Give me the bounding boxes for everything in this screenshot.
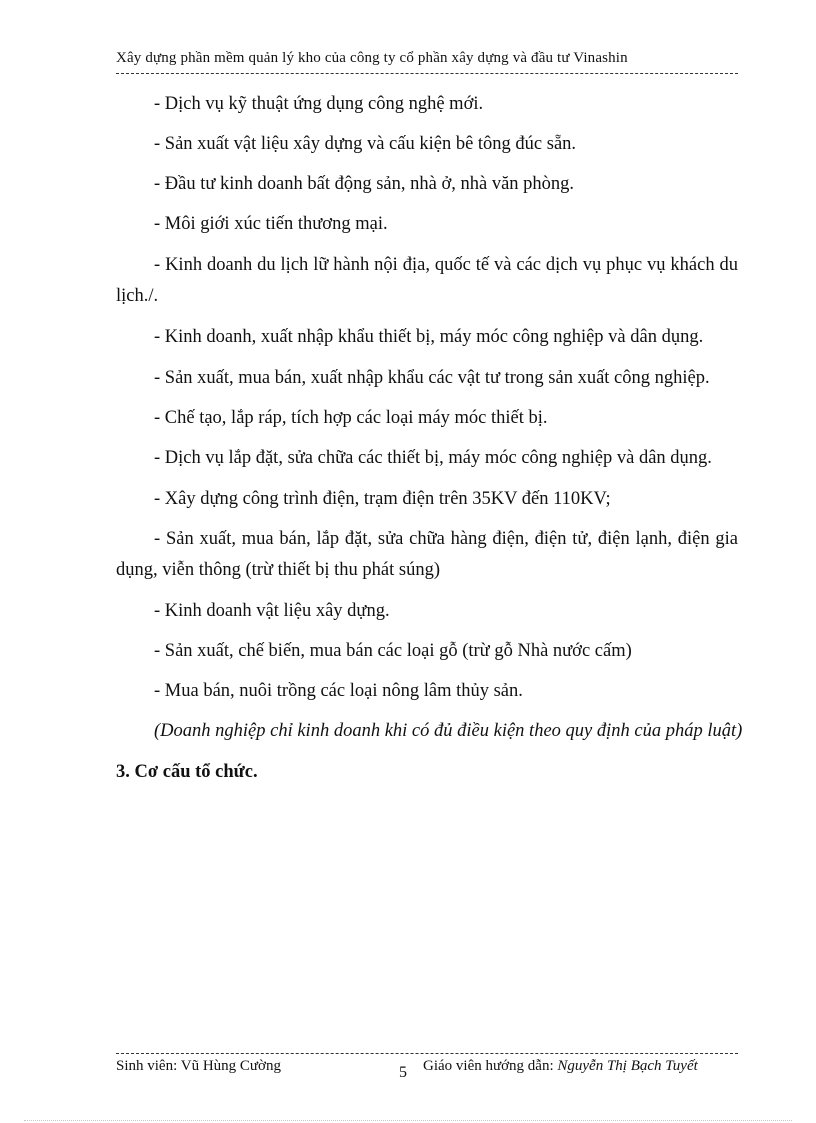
business-line-item: - Kinh doanh vật liệu xây dựng. [154,601,390,621]
header-divider [116,73,738,74]
legal-note: (Doanh nghiệp chỉ kinh doanh khi có đủ điều kiện theo quy định của pháp luật) [154,721,743,741]
advisor [423,1058,698,1075]
business-line-item: - Dịch vụ lắp đặt, sửa chữa các thiết bị, máy móc công nghiệp và dân dụng. [154,448,712,468]
business-line-item: - Đầu tư kinh doanh bất động sản, nhà ở, nhà văn phòng. [154,174,575,194]
page-bottom-edge [24,1120,792,1121]
business-line-item: - Sản xuất vật liệu xây dựng và cấu kiện bê tông đúc sẵn. [154,134,577,154]
business-line-item: - Sản xuất, mua bán, xuất nhập khẩu các vật tư trong sản xuất công nghiệp. [154,368,710,388]
business-line-item: - Kinh doanh, xuất nhập khẩu thiết bị, máy móc công nghiệp và dân dụng. [154,327,704,347]
footer-divider [116,1053,738,1054]
business-line-item: - Sản xuất, chế biến, mua bán các loại gỗ (trừ gỗ Nhà nước cấm) [154,641,632,661]
advisor-name: Nguyễn Thị Bạch Tuyết [557,1058,698,1074]
business-line-item: - Chế tạo, lắp ráp, tích hợp các loại máy móc thiết bị. [154,408,548,428]
business-line-item: - Sản xuất, mua bán, lắp đặt, sửa chữa hàng điện, điện tử, điện lạnh, điện gia dụng, viễn thông (trừ thiết bị thu phát súng) [116,529,738,580]
business-line-item: - Dịch vụ kỹ thuật ứng dụng công nghệ mới. [154,94,484,114]
advisor-label: Giáo viên hướng dẫn: [423,1058,554,1074]
running-header: Xây dựng phần mềm quản lý kho của công ty cổ phần xây dựng và đầu tư Vinashin [116,50,628,66]
business-line-item: - Kinh doanh du lịch lữ hành nội địa, quốc tế và các dịch vụ phục vụ khách du lịch./. [116,255,738,306]
business-line-item: - Mua bán, nuôi trồng các loại nông lâm thủy sản. [154,681,523,701]
section-heading: 3. Cơ cấu tổ chức. [116,762,258,782]
business-line-item: - Xây dựng công trình điện, trạm điện trên 35KV đến 110KV; [154,489,611,509]
student-name: Sinh viên: Vũ Hùng Cường [116,1058,281,1074]
page-number: 5 [399,1064,407,1081]
page-footer [116,1058,738,1082]
business-line-item: - Môi giới xúc tiến thương mại. [154,214,388,234]
